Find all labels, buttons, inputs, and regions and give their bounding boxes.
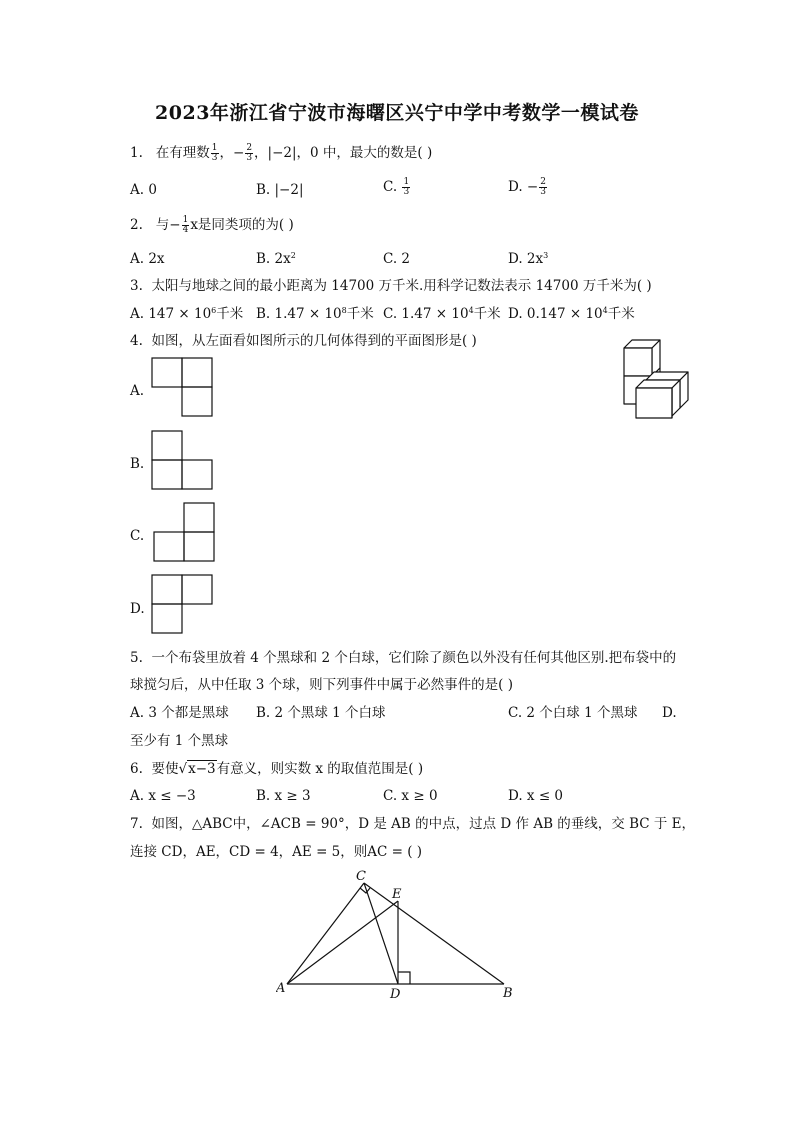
fraction: $\frac{1}{3}$ (211, 143, 218, 163)
option-b: B. x ≥ 3 (256, 788, 311, 804)
label-a: A (276, 981, 286, 996)
label-b: B (503, 986, 513, 1001)
option-a: A. 3 个都是黑球 (130, 705, 229, 721)
question-6: 6. 要使√x−3有意义，则实数 x 的取值范围是( ) (130, 761, 424, 777)
question-4: 4. 如图，从左面看如图所示的几何体得到的平面图形是( ) (130, 333, 477, 349)
option-d: D. − $\frac{2}{3}$ (508, 177, 546, 197)
option-b: B. $2x^2$ (256, 251, 296, 267)
option-b: B. 2 个黑球 1 个白球 (256, 705, 386, 721)
option-c: C. 2 (383, 251, 411, 267)
option-d: D. $0.147 \times 10^4$千米 (508, 306, 635, 322)
triangle-figure (276, 866, 522, 1004)
option-a: A. 2x (130, 251, 165, 267)
option-b: B. $1.47 \times 10^8$千米 (256, 306, 374, 322)
option-a: A. $147 \times 10^6$千米 (130, 306, 244, 322)
question-5: 5. 一个布袋里放着 4 个黑球和 2 个白球，它们除了颜色以外没有任何其他区别.把布袋中的 (130, 650, 677, 666)
question-7-cont: 连接 CD，AE，CD = 4，AE = 5，则AC = ( ) (130, 844, 423, 860)
fraction: $\frac{2}{3}$ (246, 143, 253, 163)
option-c: C. 2 个白球 1 个黑球 (508, 705, 638, 721)
option-d-label: D. (130, 601, 145, 617)
option-a-label: A. (130, 383, 145, 399)
option-d-cont: 至少有 1 个黑球 (130, 733, 229, 749)
question-7: 7. 如图，△ABC中，∠ACB = 90°，D 是 AB 的中点，过点 D 作 AB 的垂线，交 BC 于 E， (130, 816, 696, 832)
option-b: B. |−2| (256, 182, 304, 198)
option-d-shape (151, 574, 213, 635)
option-b-shape (151, 430, 213, 491)
cube-solid-figure (616, 336, 692, 422)
option-c: C. x ≥ 0 (383, 788, 438, 804)
label-d: D (390, 987, 401, 1002)
question-3: 3. 太阳与地球之间的最小距离为 14700 万千米.用科学记数法表示 14700 万千米为( ) (130, 278, 652, 294)
option-a: A. 0 (130, 182, 157, 198)
option-d: D. $2x^3$ (508, 251, 549, 267)
label-c: C (356, 869, 366, 884)
option-c: C. $\frac{1}{3}$ (383, 177, 410, 197)
option-c-label: C. (130, 528, 145, 544)
question-2: 2. 与− $\frac{1}{4}$ x是同类项的为( ) (130, 215, 294, 235)
label-e: E (392, 887, 402, 902)
question-5-cont: 球搅匀后，从中任取 3 个球，则下列事件中属于必然事件的是( ) (130, 677, 513, 693)
question-1: 1. 在有理数 $\frac{1}{3}$ ，− $\frac{2}{3}$ ，|−2|，0 中，最大的数是( ) (130, 143, 433, 163)
option-a-shape (151, 357, 213, 418)
page-title: 2023年浙江省宁波市海曙区兴宁中学中考数学一模试卷 (155, 102, 639, 124)
option-a: A. x ≤ −3 (130, 788, 196, 804)
option-c-shape (153, 502, 215, 563)
option-d: D. x ≤ 0 (508, 788, 564, 804)
option-b-label: B. (130, 456, 145, 472)
option-c: C. $1.47 \times 10^4$千米 (383, 306, 501, 322)
option-d: D. (662, 705, 677, 721)
